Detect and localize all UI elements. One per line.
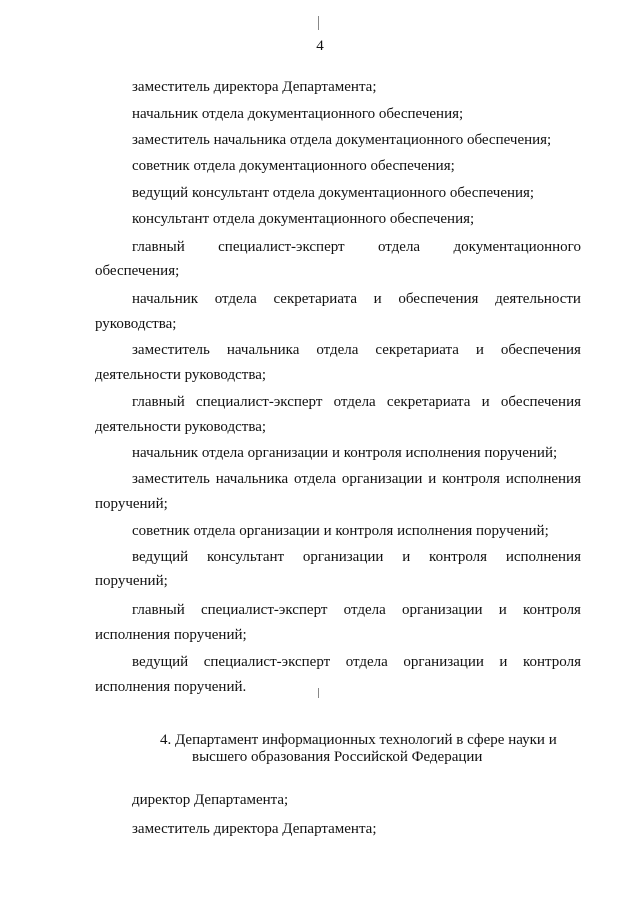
word: контроля xyxy=(522,602,581,618)
word: контроля xyxy=(442,471,501,487)
list-item xyxy=(132,292,581,307)
list-item xyxy=(132,395,581,410)
list-item xyxy=(132,343,581,358)
word: отдела xyxy=(343,602,386,618)
list-item: советник отдела организации и контроля исполнения поручений; xyxy=(132,523,549,539)
word: обеспечения xyxy=(500,394,581,410)
section-heading-line-1: 4. Департамент информационных технологий в сфере науки и xyxy=(160,732,557,748)
word: отдела xyxy=(214,291,257,307)
list-item: начальник отдела документационного обеспечения; xyxy=(132,106,464,122)
list-item: консультант отдела документационного обеспечения; xyxy=(132,211,475,227)
word: отдела xyxy=(345,654,388,670)
list-item-continuation: деятельности руководства; xyxy=(95,419,267,435)
list-item-continuation: исполнения поручений. xyxy=(95,679,247,695)
word: контроля xyxy=(429,549,488,565)
list-item: заместитель директора Департамента; xyxy=(132,79,377,95)
word: специалист-эксперт xyxy=(203,654,331,670)
list-item-continuation: деятельности руководства; xyxy=(95,367,267,383)
list-item: заместитель директора Департамента; xyxy=(132,821,377,837)
word: организации xyxy=(302,549,384,565)
word: главный xyxy=(132,394,185,410)
word: контроля xyxy=(522,654,581,670)
word: ведущий xyxy=(132,549,189,565)
word: начальника xyxy=(226,342,300,358)
scan-mark-top xyxy=(318,16,319,30)
list-item-continuation: исполнения поручений; xyxy=(95,627,247,643)
word: и xyxy=(481,394,490,410)
word: исполнения xyxy=(505,549,581,565)
list-item: директор Департамента; xyxy=(132,792,289,808)
word: начальника xyxy=(215,471,289,487)
list-item-continuation: поручений; xyxy=(95,573,168,589)
word: организации xyxy=(341,471,423,487)
word: и xyxy=(373,291,382,307)
word: отдела xyxy=(378,239,421,255)
word: и xyxy=(475,342,484,358)
word: ведущий xyxy=(132,654,189,670)
word: отдела xyxy=(333,394,376,410)
word: и xyxy=(499,654,508,670)
word: секретариата xyxy=(386,394,471,410)
word: заместитель xyxy=(132,471,210,487)
scan-mark-bottom xyxy=(318,688,319,698)
word: секретариата xyxy=(375,342,459,358)
word: и xyxy=(402,549,411,565)
list-item: начальник отдела организации и контроля исполнения поручений; xyxy=(132,445,558,461)
word: исполнения xyxy=(505,471,581,487)
word: и xyxy=(428,471,437,487)
word: обеспечения xyxy=(500,342,581,358)
word: специалист-эксперт xyxy=(200,602,328,618)
word: и xyxy=(498,602,507,618)
section-heading-line-2: высшего образования Российской Федерации xyxy=(192,749,483,765)
list-item xyxy=(132,550,581,565)
list-item xyxy=(132,240,581,255)
word: отдела xyxy=(316,342,359,358)
word: организации xyxy=(403,654,484,670)
word: документационного xyxy=(453,239,581,255)
word: главный xyxy=(132,239,185,255)
list-item: заместитель начальника отдела документационного обеспечения; xyxy=(132,132,552,148)
word: заместитель xyxy=(132,342,210,358)
word: главный xyxy=(132,602,185,618)
word: деятельности xyxy=(495,291,581,307)
list-item-continuation: поручений; xyxy=(95,496,168,512)
list-item-continuation: обеспечения; xyxy=(95,263,180,279)
word: отдела xyxy=(294,471,337,487)
word: секретариата xyxy=(273,291,358,307)
list-item-continuation: руководства; xyxy=(95,316,177,332)
word: организации xyxy=(401,602,483,618)
list-item: советник отдела документационного обеспечения; xyxy=(132,158,455,174)
page-number: 4 xyxy=(316,38,324,54)
word: начальник xyxy=(132,291,199,307)
word: специалист-эксперт xyxy=(195,394,323,410)
word: консультант xyxy=(207,549,285,565)
word: обеспечения xyxy=(398,291,479,307)
list-item xyxy=(132,655,581,670)
list-item xyxy=(132,472,581,487)
list-item: ведущий консультант отдела документационного обеспечения; xyxy=(132,185,535,201)
word: специалист-эксперт xyxy=(218,239,345,255)
list-item xyxy=(132,603,581,618)
